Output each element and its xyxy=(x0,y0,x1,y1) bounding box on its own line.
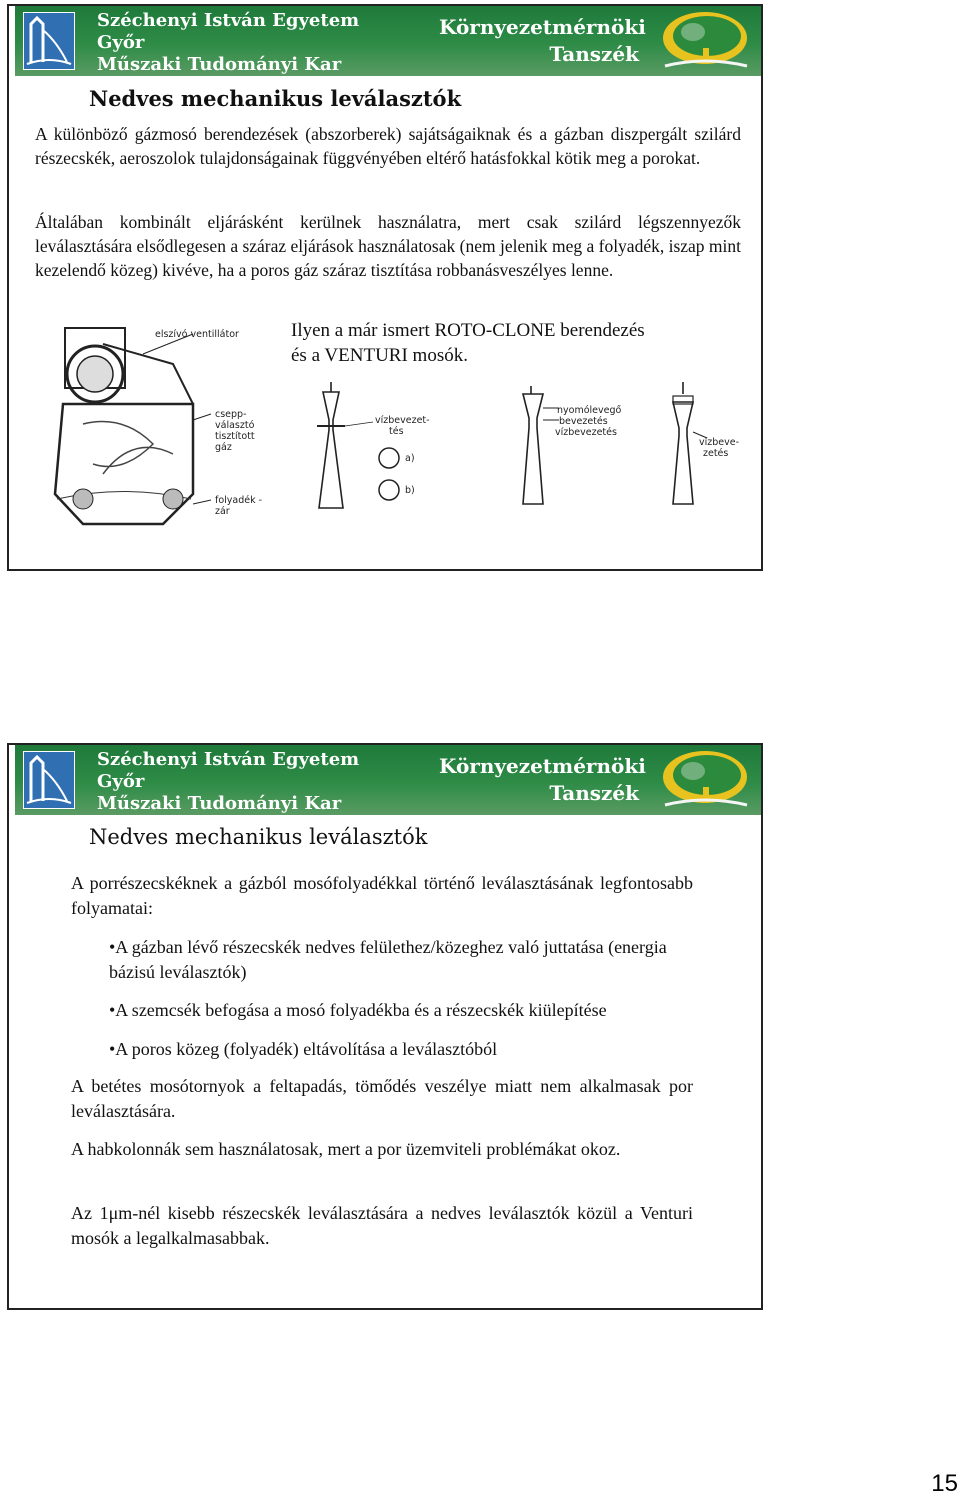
label-a: a) xyxy=(405,453,415,464)
university-line-3: Műszaki Tudományi Kar xyxy=(97,54,342,75)
university-logo xyxy=(23,751,75,809)
label-folyadek-1: folyadék - xyxy=(215,495,263,506)
label-csepp-3: tisztított xyxy=(215,431,255,442)
caption-line-1: Ilyen a már ismert ROTO-CLONE berendezés xyxy=(291,320,645,341)
slide-2 xyxy=(7,743,763,1310)
bullet-item-1: •A gázban lévő részecskék nedves felülethez/közeghez való juttatása (energia bázisú leválasztók) xyxy=(109,937,667,982)
tree-logo xyxy=(655,747,755,813)
label-nyomoleveg-2: bevezetés xyxy=(559,416,608,427)
label-ventilator: elszívó ventillátor xyxy=(155,329,239,340)
paragraph-foam-columns: A habkolonnák sem használatosak, mert a por üzemviteli problémákat okoz. xyxy=(71,1139,621,1159)
venturi-diagram-2 xyxy=(509,382,622,512)
label-vizbevezetes-1b: tés xyxy=(389,426,404,437)
university-logo xyxy=(23,12,75,70)
label-vizbevezetes-1a: vízbevezet- xyxy=(375,415,430,426)
venturi-diagram-1 xyxy=(309,378,429,518)
label-vizbevezetes-2: vízbevezetés xyxy=(555,427,617,438)
label-csepp-1: csepp- xyxy=(215,409,247,420)
university-line-2: Győr xyxy=(97,32,145,53)
university-line-1: Széchenyi István Egyetem xyxy=(97,10,360,31)
department-line-1: Környezetmérnöki xyxy=(439,15,646,39)
label-b: b) xyxy=(405,485,415,496)
label-nyomoleveg-1: nyomólevegő xyxy=(557,405,622,416)
bullet-item-3: •A poros közeg (folyadék) eltávolítása a leválasztóból xyxy=(109,1039,498,1059)
caption-line-2: és a VENTURI mosók. xyxy=(291,345,468,366)
slide-title: Nedves mechanikus leválasztók xyxy=(89,86,462,111)
university-line-1: Széchenyi István Egyetem xyxy=(97,749,360,770)
slide-1 xyxy=(7,4,763,571)
university-name xyxy=(97,749,359,815)
department-name xyxy=(439,14,646,68)
paragraph-intro: A különböző gázmosó berendezések (abszorberek) sajátságaiknak és a gázban diszpergált szilárd részecskék, aeroszolok tulajdonságainak függvényében eltérő hatásfokkal kötik meg a porokat. xyxy=(35,124,741,168)
slide-title: Nedves mechanikus leválasztók xyxy=(89,825,428,849)
label-folyadek-2: zár xyxy=(215,506,230,517)
venturi-drawing-2 xyxy=(509,382,622,512)
university-line-2: Győr xyxy=(97,771,145,792)
label-csepp-2: választó xyxy=(215,420,255,431)
department-line-2: Tanszék xyxy=(549,42,639,66)
page-number: 15 xyxy=(931,1470,958,1497)
department-name xyxy=(439,753,646,807)
venturi-drawing-1 xyxy=(309,378,429,518)
paragraph-venturi: Az 1μm-nél kisebb részecskék leválasztására a nedves leválasztók közül a Venturi mosók a legalkalmasabbak. xyxy=(71,1203,693,1248)
bullet-item-2: •A szemcsék befogása a mosó folyadékba és a részecskék kiülepítése xyxy=(109,1000,607,1020)
venturi-diagram-3 xyxy=(659,382,749,512)
university-name xyxy=(97,10,359,76)
paragraph-packed-towers: A betétes mosótornyok a feltapadás, tömődés veszélye miatt nem alkalmasak por leválasztására. xyxy=(71,1076,693,1121)
tree-logo xyxy=(655,8,755,74)
label-csepp-4: gáz xyxy=(215,442,232,453)
label-vizbevezetes-3a: vízbeve- xyxy=(699,437,740,448)
header-banner xyxy=(9,6,761,76)
department-line-2: Tanszék xyxy=(549,781,639,805)
label-vizbevezetes-3b: zetés xyxy=(703,448,729,459)
rotoclone-diagram xyxy=(43,324,263,540)
header-banner xyxy=(9,745,761,815)
figure-caption xyxy=(291,318,711,368)
paragraph-processes-intro: A porrészecskéknek a gázból mosófolyadékkal történő leválasztásának legfontosabb folyamatai: xyxy=(71,873,693,918)
paragraph-combined-use: Általában kombinált eljárásként kerülnek használatra, mert csak szilárd légszennyezők leválasztására elsődlegesen a száraz eljárások használatosak (nem jelenik meg a folyadék, iszap mint kezelendő közeg) kivéve, ha a poros gáz száraz tisztítása robbanásveszélyes lenne. xyxy=(35,212,742,280)
university-line-3: Műszaki Tudományi Kar xyxy=(97,793,342,814)
department-line-1: Környezetmérnöki xyxy=(439,754,646,778)
